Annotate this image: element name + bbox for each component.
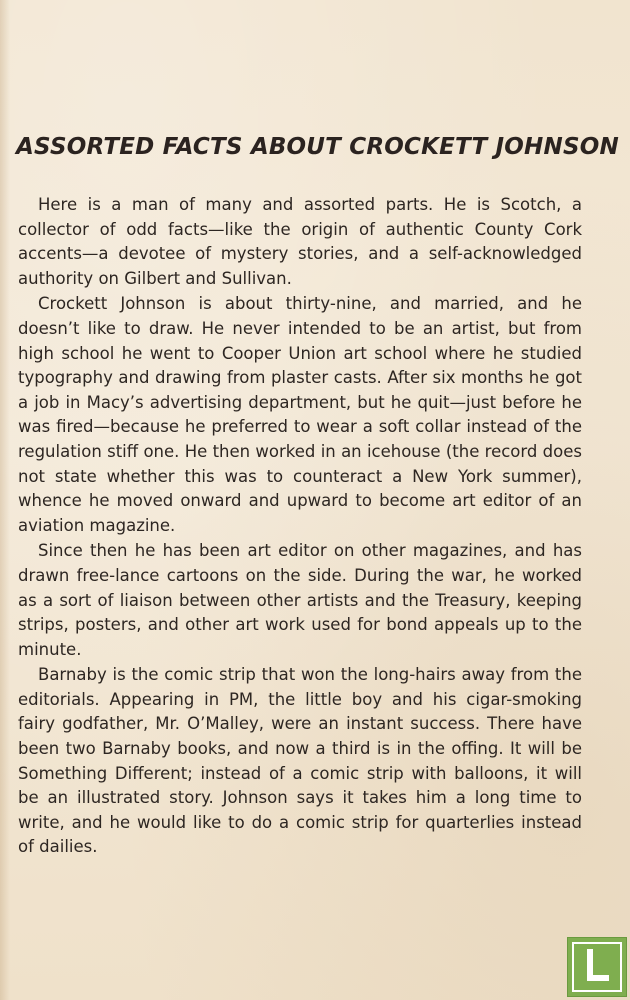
- page-title: ASSORTED FACTS ABOUT CROCKETT JOHNSON: [16, 134, 619, 160]
- green-square-logo-icon: [567, 937, 627, 997]
- page-edge-shadow: [0, 0, 10, 1000]
- paragraph-2: Crockett Johnson is about thirty-nine, and married, and he doesn’t like to draw. He never intended to be an artist, but from high school he went to Cooper Union art school where he studied typography and drawing from plaster casts. After six months he got a job in Macy’s advertising department, but he quit—just before he was fired—because he preferred to wear a soft collar instead of the regulation stiff one. He then worked in an icehouse (the record does not state whether this was to counteract a New York summer), whence he moved onward and upward to become art editor of an aviation magazine.: [18, 294, 582, 535]
- paragraph-1: Here is a man of many and assorted parts. He is Scotch, a collector of odd facts—like the origin of authentic County Cork accents—a devotee of mystery stories, and a self-acknowledged authority on Gilbert and Sullivan.: [18, 195, 582, 288]
- logo-glyph-icon: [568, 938, 626, 996]
- paragraph-4: Barnaby is the comic strip that won the long-hairs away from the editorials. Appearing in PM, the little boy and his cigar-smoking fairy godfather, Mr. O’Malley, were an instant success. There have been two Barnaby books, and now a third is in the offing. It will be Something Different; instead of a comic strip with balloons, it will be an illustrated story. Johnson says it takes him a long time to write, and he would like to do a comic strip for quarterlies instead of dailies.: [18, 665, 582, 857]
- paragraph-3: Since then he has been art editor on other magazines, and has drawn free-lance cartoons on the side. During the war, he worked as a sort of liaison between other artists and the Treasury, keeping strips, posters, and other art work used for bond appeals up to the minute.: [18, 541, 582, 659]
- body-text: [18, 193, 582, 861]
